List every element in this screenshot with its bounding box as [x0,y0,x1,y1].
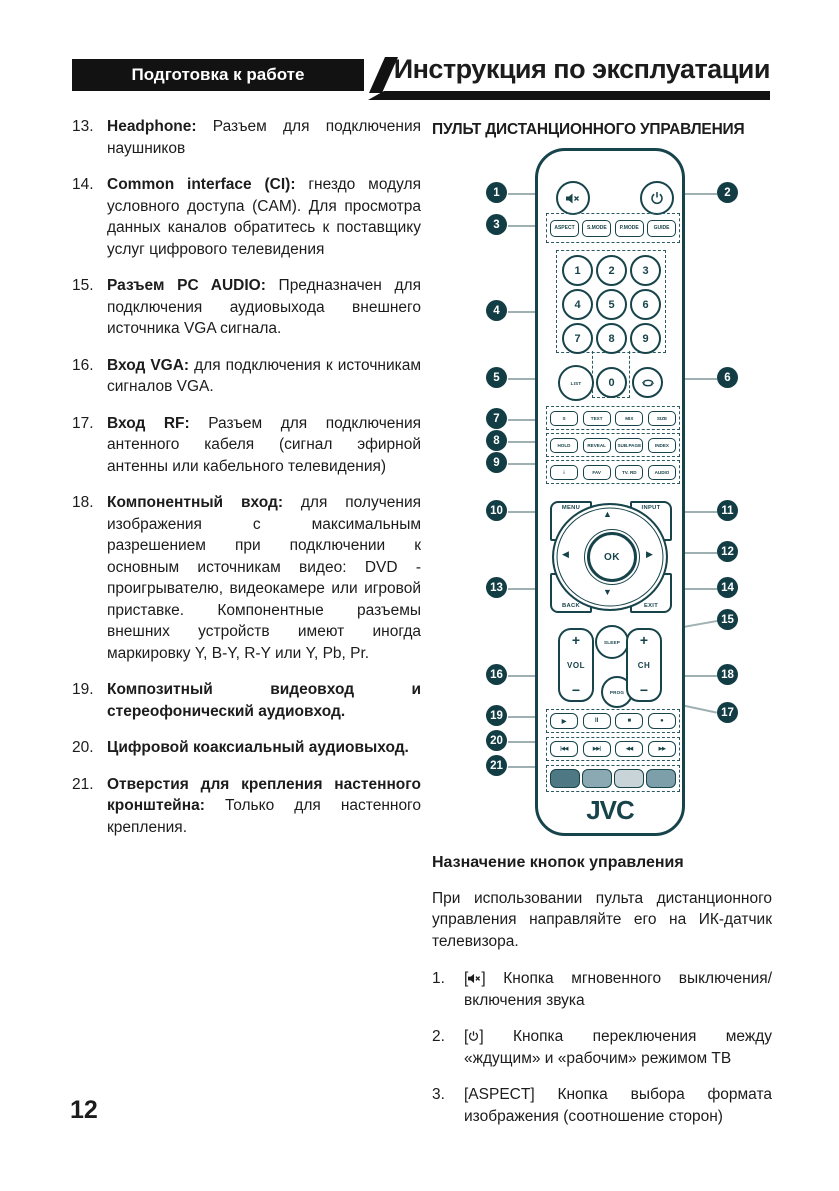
button-label: P.MODE [619,225,639,231]
button-label: MENU [561,505,581,511]
button-label: TV. RD [621,469,637,475]
button-label: LIST [570,380,582,386]
reveal-button [583,438,611,453]
channel-rocker [626,628,662,702]
list-item [72,413,421,478]
button-label: AUDIO [654,469,670,475]
button-label: OK [604,551,620,563]
item-lead: Headphone: [107,118,197,135]
mute-button [556,181,590,215]
bracket: [ [464,1028,469,1045]
vol-minus: − [571,682,581,698]
bracket: ] [481,970,486,987]
usage-heading: Назначение кнопок управления [432,854,684,871]
digit-1-button [562,255,593,286]
item-text: для подключения к источникам сигналов VGA. [107,356,422,395]
teletext-row-2 [546,433,680,457]
item-text: Кнопка выбора формата изображения (соотношение сторон) [464,1086,772,1125]
usage-item [432,1026,772,1069]
item-text: Предназначен для подключения аудиовыхода внешнего источника VGA сигнала. [107,277,421,337]
pause-button [583,713,611,729]
power-icon [650,191,664,205]
stop-icon: ■ [627,718,632,724]
text-button [583,411,611,426]
digit-label: 5 [608,298,615,311]
digit-3-button [630,255,661,286]
index-button [648,438,676,453]
mode-buttons-group [546,213,680,243]
button-label: S [562,415,566,421]
digit-label: 3 [642,264,649,277]
hold-button [550,438,578,453]
volume-rocker [558,628,594,702]
digit-2-button [596,255,627,286]
digit-8-button [596,323,627,354]
tv-radio-button [615,465,643,480]
digit-label: 2 [608,264,615,277]
callout-19: 19 [486,705,507,726]
bracket: ] [479,1028,484,1045]
remote-control-diagram [430,148,770,848]
header-underbar [368,91,770,100]
button-label: ASPECT [554,225,575,231]
digit-5-button [596,289,627,320]
item-text: Разъем для подключения наушников [107,118,421,157]
sleep-button [595,625,629,659]
info-button [550,465,578,480]
usage-intro: При использовании пульта дистанционного управления направляйте его на ИК-датчик телевизора. [432,889,772,950]
digit-label: 8 [608,332,615,345]
connector-description-list [72,116,421,853]
teletext-row-1 [546,406,680,430]
digit-label: 4 [574,298,581,311]
rewind-icon: ◀◀ [625,746,633,752]
callout-5: 5 [486,367,507,388]
list-item [72,275,421,340]
callout-4: 4 [486,300,507,321]
callout-21: 21 [486,755,507,776]
play-icon: ▶ [561,718,567,725]
power-icon [468,1030,479,1042]
fast-forward-button [648,741,676,757]
skip-forward-icon: ▶▶| [592,746,601,752]
item-number: 3. [432,1086,445,1103]
list-item [72,737,421,759]
list-item [72,116,421,159]
button-label: S.MODE [586,225,607,231]
pause-icon: II [594,718,599,724]
bracket: [ [464,970,469,987]
audio-button [648,465,676,480]
usage-item [432,968,772,1011]
item-lead: Common interface (CI): [107,176,296,193]
button-label: REVEAL [587,442,606,448]
callout-18: 18 [717,664,738,685]
digit-label: 1 [574,264,581,277]
button-label: HOLD [557,442,571,448]
color-buttons-row [546,765,680,792]
recall-button [632,367,663,398]
record-icon: ● [660,718,664,724]
page-header [72,54,770,103]
callout-16: 16 [486,664,507,685]
fast-forward-icon: ▶▶ [658,746,666,752]
item-text: Только для настенного крепления. [107,797,421,836]
rewind-button [615,741,643,757]
button-usage-section [432,852,772,1142]
mute-icon [566,193,580,204]
remote-section-heading: ПУЛЬТ ДИСТАНЦИОННОГО УПРАВЛЕНИЯ [432,121,745,138]
callout-15: 15 [717,609,738,630]
red-color-button [550,769,580,788]
item-lead: Отверстия для крепления настенного кронштейна: [107,775,421,814]
skip-back-button [550,741,578,757]
page-number: 12 [70,1096,98,1124]
item-text: для получения изображения с максимальным разрешением при подключении к основным источникам видео: DVD - проигрывателю, видеокамере или игровой приставке. Компонентные разъемы внешних устройств имеют иногда маркировку Y, B-Y, R-Y или Y, Pb, Pr. [107,494,422,662]
digit-0-button [596,367,627,398]
ch-minus: − [639,682,649,698]
button-label: MIX [625,415,634,421]
arrow-up-icon: ▲ [603,509,612,519]
brand-logo: JVC [586,795,634,825]
digit-label: 7 [574,332,581,345]
digit-label: 6 [642,298,649,311]
button-label: FAV [592,469,601,475]
list-button [558,365,594,401]
skip-back-icon: |◀◀ [560,746,568,752]
yellow-color-button [614,769,644,788]
digit-7-button [562,323,593,354]
callout-2: 2 [717,182,738,203]
play-button [550,713,578,729]
button-label: BACK [562,603,580,609]
subtitle-button [550,411,578,426]
digit-label: 0 [608,376,615,389]
power-button [640,181,674,215]
pmode-button [615,220,644,237]
aspect-button [550,220,579,237]
callout-17: 17 [717,702,738,723]
list-item [72,774,421,839]
callout-1: 1 [486,182,507,203]
callout-3: 3 [486,214,507,235]
item-text: Разъем для подключения антенного кабеля (сигнал эфирной антенны или кабельного телевидения) [107,414,421,475]
list-item [72,679,421,722]
button-label: SIZE [656,415,668,421]
button-label: TEXT [590,415,603,421]
item-number: 18. [72,494,94,511]
section-label: Подготовка к работе [131,65,305,84]
item-number: 13. [72,118,94,135]
item-number: 19. [72,681,94,698]
item-number: 20. [72,739,94,756]
button-label: GUIDE [653,225,670,231]
vol-plus: + [571,632,581,648]
skip-row [546,737,680,761]
arrow-right-icon: ▶ [646,549,653,559]
green-color-button [582,769,612,788]
callout-13: 13 [486,577,507,598]
digit-9-button [630,323,661,354]
callout-20: 20 [486,730,507,751]
callout-11: 11 [717,500,738,521]
section-label-box [72,59,364,91]
item-lead: Компонентный вход: [107,494,283,511]
button-label: SUB.PAGE [617,442,642,448]
size-button [648,411,676,426]
item-lead: Композитный видеовход и стереофонический аудиовход. [107,681,421,720]
skip-forward-button [583,741,611,757]
item-number: 21. [72,775,94,793]
mix-button [615,411,643,426]
fav-button [583,465,611,480]
list-item [72,355,421,398]
button-label: INPUT [641,505,661,511]
ch-plus: + [639,632,649,648]
item-number: 1. [432,970,445,987]
item-lead: Разъем PC AUDIO: [107,277,266,294]
ok-button [587,532,637,582]
blue-color-button [646,769,676,788]
usage-item [432,1084,772,1127]
callout-12: 12 [717,541,738,562]
list-item [72,492,421,664]
item-lead: Вход RF: [107,414,190,432]
guide-button [647,220,676,237]
digit-label: 9 [642,332,649,345]
button-label: i [563,469,565,475]
item-text: Кнопка мгновенного выключения/ включения звука [464,970,772,1009]
recall-icon [641,378,655,388]
callout-6: 6 [717,367,738,388]
button-label: INDEX [654,442,669,448]
callout-7: 7 [486,408,507,429]
vol-label: VOL [567,660,585,670]
subpage-button [615,438,643,453]
callout-8: 8 [486,430,507,451]
item-text: гнездо модуля условного доступа (CAM). Для просмотра данных каналов обратитесь к поставщику услуг цифрового телевидения [107,176,421,258]
list-item [72,174,421,260]
callout-10: 10 [486,500,507,521]
item-lead: Цифровой коаксиальный аудиовыход. [107,739,409,756]
item-number: 17. [72,414,94,432]
digit-4-button [562,289,593,320]
mute-icon [468,973,481,984]
callout-9: 9 [486,452,507,473]
callout-14: 14 [717,577,738,598]
stop-button [615,713,643,729]
arrow-down-icon: ▼ [603,587,612,597]
playback-row [546,709,680,733]
item-number: 14. [72,176,94,193]
item-lead: Вход VGA: [107,356,190,374]
record-button [648,713,676,729]
button-label: PROG [609,689,625,695]
button-label: EXIT [643,603,659,609]
teletext-row-3 [546,460,680,484]
smode-button [582,220,611,237]
digit-6-button [630,289,661,320]
item-button-label: [ASPECT] [464,1086,535,1103]
arrow-left-icon: ◀ [562,549,569,559]
page-title: Инструкция по эксплуатации [393,54,770,84]
item-number: 2. [432,1028,445,1045]
remote-body [535,148,685,836]
item-number: 15. [72,277,94,294]
item-text: Кнопка переключения между «ждущим» и «рабочим» режимом ТВ [464,1028,772,1067]
ch-label: CH [637,660,651,670]
item-number: 16. [72,356,94,374]
button-label: SLEEP [603,639,621,645]
